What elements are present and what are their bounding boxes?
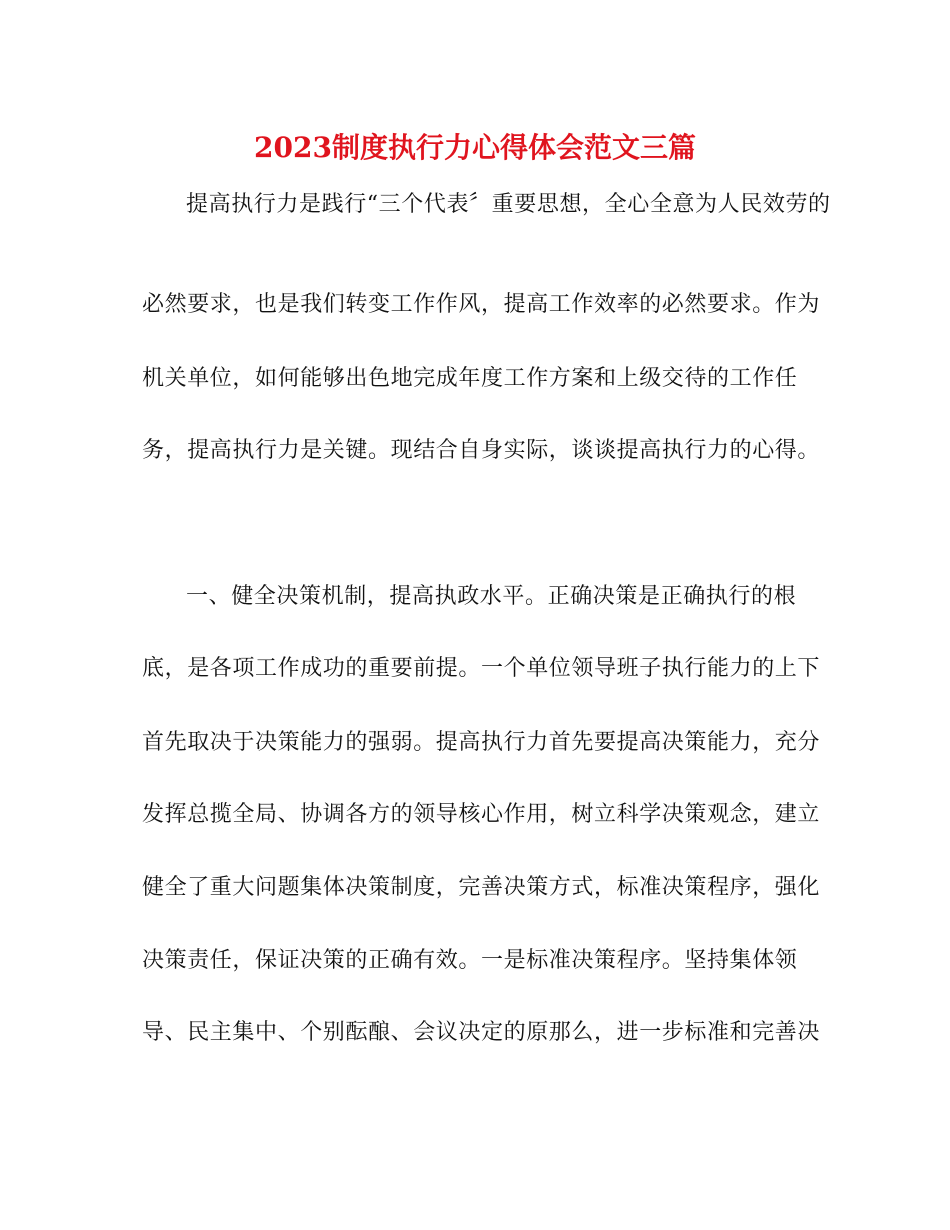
paragraph-2-line-4: 发挥总揽全局、协调各方的领导核心作用，树立科学决策观念，建立	[142, 802, 821, 827]
paragraph-1-line-2: 必然要求，也是我们转变工作作风，提高工作效率的必然要求。作为	[142, 292, 821, 317]
paragraph-2-line-1: 一、健全决策机制，提高执政水平。正确决策是正确执行的根	[186, 584, 797, 609]
document-title: 2023制度执行力心得体会范文三篇	[254, 131, 696, 164]
paragraph-1-line-4: 务，提高执行力是关键。现结合自身实际，谈谈提高执行力的心得。	[142, 438, 821, 463]
paragraph-2-line-7: 导、民主集中、个别酝酿、会议决定的原那么，进一步标准和完善决	[142, 1020, 821, 1045]
paragraph-1-line-3: 机关单位，如何能够出色地完成年度工作方案和上级交待的工作任	[142, 366, 798, 391]
paragraph-2-line-3: 首先取决于决策能力的强弱。提高执行力首先要提高决策能力，充分	[142, 730, 821, 755]
paragraph-2-line-6: 决策责任，保证决策的正确有效。一是标准决策程序。坚持集体领	[142, 948, 798, 973]
paragraph-1-line-1: 提高执行力是践行“三个代表〞重要思想，全心全意为人民效劳的	[186, 192, 831, 217]
paragraph-2-line-5: 健全了重大问题集体决策制度，完善决策方式，标准决策程序，强化	[142, 875, 821, 900]
paragraph-2-line-2: 底，是各项工作成功的重要前提。一个单位领导班子执行能力的上下	[142, 656, 821, 681]
